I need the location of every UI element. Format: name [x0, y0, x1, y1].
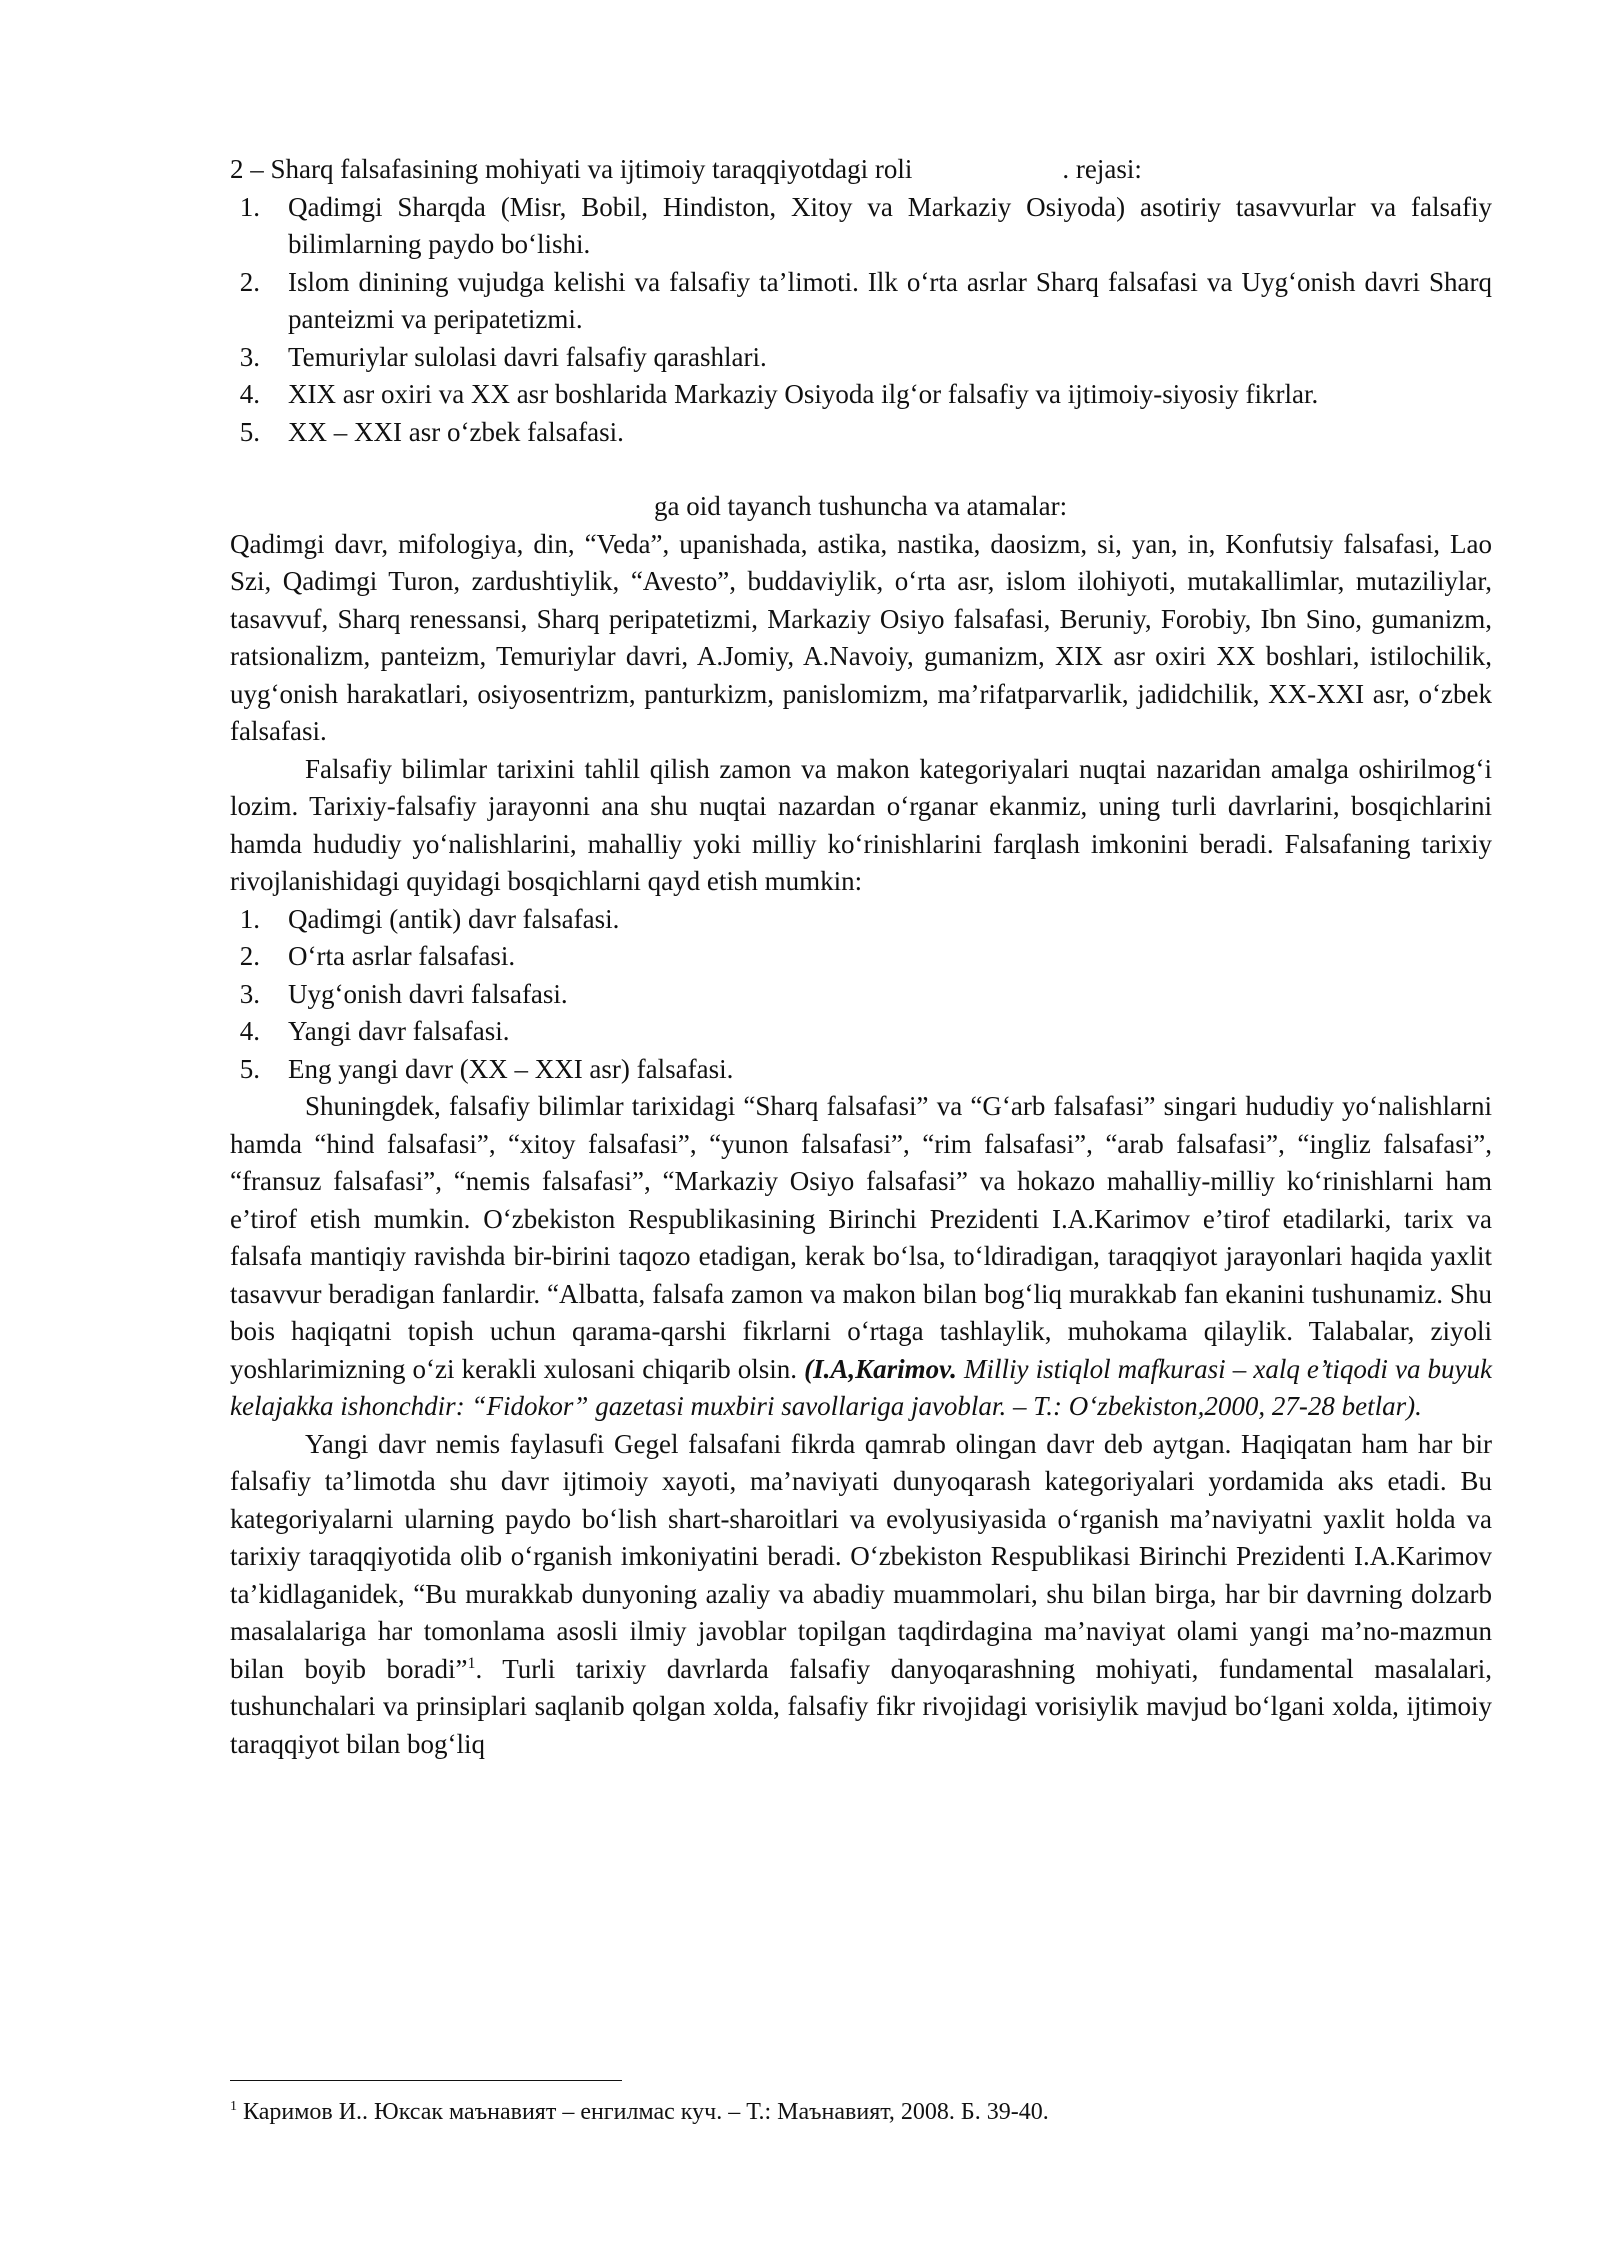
paragraph-stages-intro: Falsafiy bilimlar tarixini tahlil qilish zamon va makon kategoriyalari nuqtai nazaridan amalga oshirilmog‘i lozim. Tarixiy-falsafiy jarayonni ana shu nuqtai nazardan o‘rganar ekanmiz, uning turli davrlarini, bosqichlarini hamda hududiy yo‘nalishlarini, mahalliy yoki milliy ko‘rinishlarini farqlash imkonini beradi. Falsafaning tarixiy rivojlanishidagi quyidagi bosqichlarni qayd etish mumkin:: [230, 753, 1492, 896]
stage-item: 1. Qadimgi (antik) davr falsafasi.: [239, 903, 620, 934]
plan-item: 1. Qadimgi Sharqda (Misr, Bobil, Hindiston, Xitoy va Markaziy Osiyoda) asotiriy tasavvurlar va falsafiy bilimlarning paydo bo‘lishi.: [239, 191, 1492, 259]
stages-list: [230, 901, 1492, 1089]
stage-item: 2. O‘rta asrlar falsafasi.: [239, 941, 516, 971]
terms-text: Qadimgi davr, mifologiya, din, “Veda”, upanishada, astika, nastika, daosizm, si, yan, in, Konfutsiy falsafasi, Lao Szi, Qadimgi Turon, zardushtiylik, “Avesto”, buddaviylik, o‘rta asr, islom ilohiyoti, mutakallimlar, mutaziliylar, tasavvuf, Sharq renessansi, Sharq peripatetizmi, Markaziy Osiyo falsafasi, Beruniy, Forobiy, Ibn Sino, gumanizm, ratsionalizm, panteizm, Temuriylar davri, A.Jomiy, A.Navoiy, gumanizm, XIX asr oxiri XX boshlari, istilochilik, uyg‘onish harakatlari, osiyosentrizm, panturkizm, panislomizm, ma’rifatparvarlik, jadidchilik, XX-XXI asr, o‘zbek falsafasi.: [230, 528, 1492, 746]
plan-item: 3. Temuriylar sulolasi davri falsafiy qarashlari.: [239, 341, 767, 372]
footnote-number: 1: [230, 2099, 237, 2114]
footnote-text: Каримов И.. Юксак маънавият – енгилмас куч. – Т.: Маънавият, 2008. Б. 39-40.: [243, 2099, 1049, 2125]
paragraph-regional-directions: Shuningdek, falsafiy bilimlar tarixidagi “Sharq falsafasi” va “G‘arb falsafasi” singari hududiy yo‘nalishlarni hamda “hind falsafasi”, “xitoy falsafasi”, “yunon falsafasi”, “rim falsafasi”, “arab falsafasi”, “ingliz falsafasi”, “fransuz falsafasi”, “nemis falsafasi”, “Markaziy Osiyo falsafasi” va hokazo mahalliy-milliy ko‘rinishlarni ham e’tirof etish mumkin. O‘zbekiston Respublikasining Birinchi Prezidenti I.A.Karimov e’tirof etadilarki, tarix va falsafa mantiqiy ravishda bir-birini taqozo etadigan, kerak bo‘lsa, to‘ldiradigan, taraqqiyot jarayonlari haqida yaxlit tasavvur beradigan fanlardir. “Albatta, falsafa zamon va makon bilan bog‘liq murakkab fan ekanini tushunamiz. Shu bois haqiqatni topish uchun qarama-qarshi fikrlarni o‘rtaga tashlaylik, muhokama qilaylik. Talabalar, ziyoli yoshlarimizning o‘zi kerakli xulosani chiqarib olsin. (I.A,Karimov. Milliy istiqlol mafkurasi – xalq e’tiqodi va buyuk kelajakka ishonchdir: “Fidokor” gazetasi muxbiri savollariga javoblar. – T.: O‘zbekiston,2000, 27-28 betlar).: [230, 1091, 1493, 1421]
plan-list: [230, 189, 1492, 452]
footnote: [230, 2097, 1049, 2127]
plan-suffix: . rejasi:: [1062, 154, 1142, 184]
plan-number: 2 –: [230, 154, 264, 184]
citation-karimov-2000: (I.A,Karimov. Milliy istiqlol mafkurasi – xalq e’tiqodi va buyuk kelajakka ishonchdir: “Fidokor” gazetasi muxbiri savollariga javoblar. – T.: O‘zbekiston,2000, 27-28 betlar).: [230, 1353, 1493, 1421]
plan-item: 4. XIX asr oxiri va XX asr boshlarida Markaziy Osiyoda ilg‘or falsafiy va ijtimoiy-siyosiy fikrlar.: [239, 379, 1319, 409]
terms-heading: ga oid tayanch tushuncha va atamalar:: [654, 491, 1068, 521]
plan-heading: [230, 151, 1492, 189]
paragraph-hegel: Yangi davr nemis faylasufi Gegel falsafani fikrda qamrab olingan davr deb aytgan. Haqiqatan ham har bir falsafiy ta’limotda shu davr ijtimoiy xayoti, ma’naviyati dunyoqarash kategoriyalari yordamida aks etadi. Bu kategoriyalarni ularning paydo bo‘lish shart-sharoitlari va evolyusiyasida o‘rganish ma’naviyatni yaxlit holda va tarixiy taraqqiyotida olib o‘rganish imkoniyatini beradi. O‘zbekiston Respublikasi Birinchi Prezidenti I.A.Karimov ta’kidlaganidek, “Bu murakkab dunyoning azaliy va abadiy muammolari, shu bilan birga, har bir davrning dolzarb masalalariga har tomonlama asosli ilmiy javoblar topilgan taqdirdagina ma’naviyat olami yangi ma’no-mazmun bilan boyib boradi”$^1$. Turli tarixiy davrlarda falsafiy danyoqarashning mohiyati, fundamental masalalari, tushunchalari va prinsiplari saqlanib qolgan xolda, falsafiy fikr rivojidagi vorisiylik mavjud bo‘lgani xolda, ijtimoiy taraqqiyot bilan bog‘liq: [230, 1428, 1492, 1759]
plan-item: 2. Islom dinining vujudga kelishi va falsafiy ta’limoti. Ilk o‘rta asrlar Sharq falsafasi va Uyg‘onish davri Sharq panteizmi va peripatetizmi.: [239, 266, 1492, 334]
stage-item: 3. Uyg‘onish davri falsafasi.: [239, 978, 568, 1009]
plan-title: Sharq falsafasining mohiyati va ijtimoiy taraqqiyotdagi roli: [270, 154, 913, 184]
plan-item: 5. XX – XXI asr o‘zbek falsafasi.: [239, 416, 624, 447]
footnote-separator: [230, 2080, 622, 2081]
stage-item: 5. Eng yangi davr (XX – XXI asr) falsafasi.: [239, 1053, 734, 1084]
document-page: [230, 151, 1492, 1763]
footnote-reference[interactable]: 1: [467, 1654, 476, 1672]
stage-item: 4. Yangi davr falsafasi.: [239, 1016, 510, 1046]
